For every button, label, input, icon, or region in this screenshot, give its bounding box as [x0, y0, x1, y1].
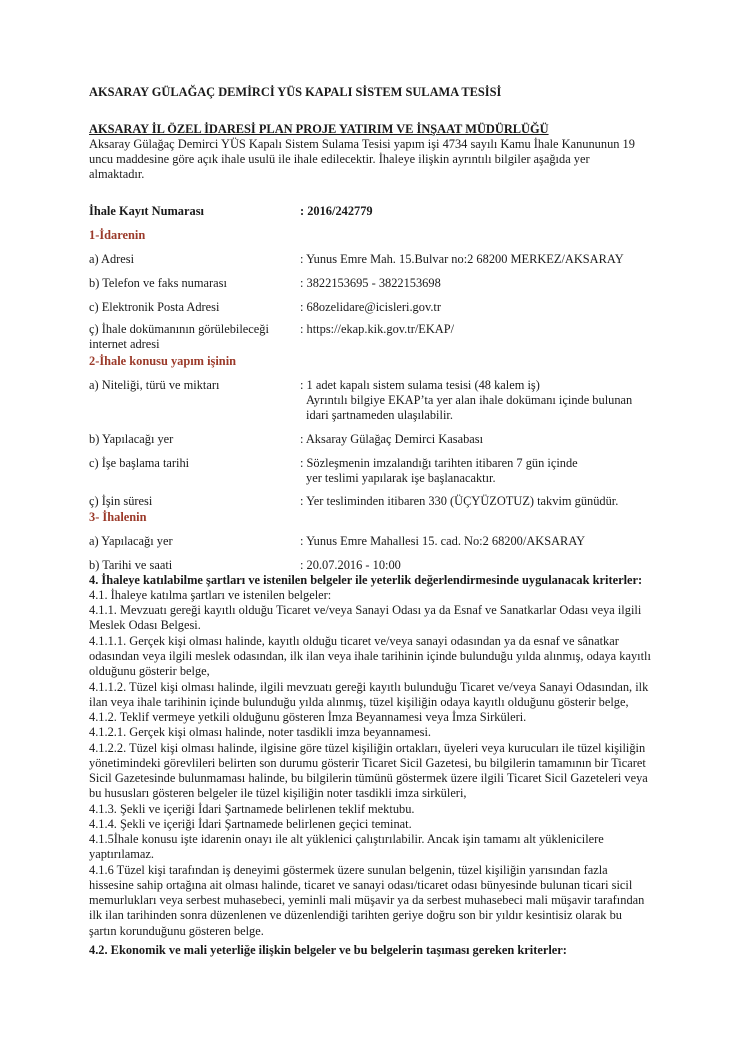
section4-line: Meslek Odası Belgesi.: [89, 618, 201, 632]
phone-label: b) Telefon ve faks numarası: [89, 276, 227, 290]
address-value: : Yunus Emre Mah. 15.Bulvar no:2 68200 MERKEZ/AKSARAY: [300, 252, 624, 266]
duration-value: : Yer tesliminden itibaren 330 (ÜÇYÜZOTUZ) takvim günüdür.: [300, 494, 619, 508]
tender-date-label: b) Tarihi ve saati: [89, 558, 173, 572]
tender-place-value: : Yunus Emre Mahallesi 15. cad. No:2 68200/AKSARAY: [300, 534, 586, 548]
tender-date-value: : 20.07.2016 - 10:00: [300, 558, 401, 572]
section4-heading: 4. İhaleye katılabilme şartları ve istenilen belgeler ile yeterlik değerlendirmesinde uygulanacak kriterler:: [89, 573, 643, 587]
section4-line: 4.1.2.1. Gerçek kişi olması halinde, noter tasdikli imza beyannamesi.: [89, 725, 432, 739]
registry-label: İhale Kayıt Numarası: [89, 204, 204, 218]
section4-line: şartın korunduğunu gösteren belge.: [89, 924, 264, 938]
section2-heading: 2-İhale konusu yapım işinin: [89, 354, 237, 368]
section4-2-heading: 4.2. Ekonomik ve mali yeterliğe ilişkin belgeler ve bu belgelerin taşıması gereken kriterler:: [89, 943, 567, 957]
section4-line: 4.1.2.2. Tüzel kişi olması halinde, ilgisine göre tüzel kişiliğin ortakları, üyeleri veya kurucuları ile tüzel kişiliğin: [89, 741, 646, 755]
nature-value: Ayrıntılı bilgiye EKAP’ta yer alan ihale dokümanı içinde bulunan: [306, 393, 633, 407]
phone-value: : 3822153695 - 3822153698: [300, 276, 441, 290]
document-url-label: ç) İhale dokümanının görülebileceği: [89, 322, 269, 336]
section1-heading: 1-İdarenin: [89, 228, 146, 242]
intro-line: Aksaray Gülağaç Demirci YÜS Kapalı Sistem Sulama Tesisi yapım işi 4734 sayılı Kamu İhale Kanununun 19: [89, 137, 635, 151]
document-url-label-cont: internet adresi: [89, 337, 160, 351]
section4-line: ilk ilan tarihinden sonra düzenlenen ve düzenlendiği tarihten geriye doğru son bir yıldır kesintisiz olarak bu: [89, 908, 622, 922]
document-subtitle: AKSARAY İL ÖZEL İDARESİ PLAN PROJE YATIRIM VE İNŞAAT MÜDÜRLÜĞÜ: [89, 122, 549, 136]
document-title: AKSARAY GÜLAĞAÇ DEMİRCİ YÜS KAPALI SİSTEM SULAMA TESİSİ: [89, 85, 502, 99]
section3-heading: 3- İhalenin: [89, 510, 147, 524]
section4-line: ilan veya ihale tarihinin içinde bulunduğu yılda alınmış, tüzel kişiliğin odaya kayıtlı olduğunu gösterir belge,: [89, 695, 629, 709]
section4-line: 4.1.1. Mevzuatı gereği kayıtlı olduğu Ticaret ve/veya Sanayi Odası ya da Esnaf ve Sanatkarlar Odası veya ilgili: [89, 603, 642, 617]
section4-line: olduğunu gösterir belge,: [89, 664, 210, 678]
section4-line: 4.1. İhaleye katılma şartları ve istenilen belgeler:: [89, 588, 332, 602]
start-date-value: : Sözleşmenin imzalandığı tarihten itibaren 7 gün içinde: [300, 456, 578, 470]
registry-value: : 2016/242779: [300, 204, 373, 218]
nature-value: idari şartnameden ulaşılabilir.: [306, 408, 453, 422]
section4-line: memurlukları veya serbest muhasebeci, yeminli mali müşavir ya da serbest muhasebeci mali müşavir tarafından: [89, 893, 645, 907]
email-value: : 68ozelidare@icisleri.gov.tr: [300, 300, 442, 314]
section4-line: yönetimindeki görevlileri belirten son durumu gösterir Ticaret Sicil Gazetesi, bu bilgilerin tamamının bir Ticaret: [89, 756, 646, 770]
section4-line: 4.1.5İhale konusu işte idarenin onayı ile alt yüklenici çalıştırılabilir. Ancak işin tamamı alt yüklenicilere: [89, 832, 604, 846]
nature-label: a) Niteliği, türü ve miktarı: [89, 378, 220, 392]
section4-line: odasından veya ilgili meslek odasından, ilk ilan veya ihale tarihinin içinde bulunduğu yılda alınmış, odaya kayıtlı: [89, 649, 651, 663]
nature-value: : 1 adet kapalı sistem sulama tesisi (48 kalem iş): [300, 378, 540, 392]
tender-place-label: a) Yapılacağı yer: [89, 534, 173, 548]
section4-line: Sicil Gazetesinde bulunmaması halinde, bu bilgilerin tümünü göstermek üzere ilgili Ticaret Sicil Gazeteleri veya: [89, 771, 648, 785]
duration-label: ç) İşin süresi: [89, 494, 153, 508]
work-place-label: b) Yapılacağı yer: [89, 432, 174, 446]
section4-line: 4.1.1.2. Tüzel kişi olması halinde, ilgili mevzuatı gereği kayıtlı bulunduğu Ticaret ve/veya Sanayi Odasından, ilk: [89, 680, 649, 694]
section4-line: hissesine sahip ortağına ait olması halinde, ticaret ve sanayi odası/ticaret odası bünyesinde bulunan ticari sicil: [89, 878, 633, 892]
work-place-value: : Aksaray Gülağaç Demirci Kasabası: [300, 432, 484, 446]
email-label: c) Elektronik Posta Adresi: [89, 300, 220, 314]
start-date-value: yer teslimi yapılarak işe başlanacaktır.: [306, 471, 496, 485]
section4-line: 4.1.2. Teklif vermeye yetkili olduğunu gösteren İmza Beyannamesi veya İmza Sirküleri.: [89, 710, 527, 724]
intro-line: almaktadır.: [89, 167, 145, 181]
start-date-label: c) İşe başlama tarihi: [89, 456, 190, 470]
intro-line: uncu maddesine göre açık ihale usulü ile ihale edilecektir. İhaleye ilişkin ayrıntılı bilgiler aşağıda yer: [89, 152, 590, 166]
section4-line: yaptırılamaz.: [89, 847, 155, 861]
section4-line: bu hususları gösteren belgeler ile tüzel kişiliğin noter tasdikli imza sirküleri,: [89, 786, 467, 800]
document-url-value: : https://ekap.kik.gov.tr/EKAP/: [300, 322, 455, 336]
address-label: a) Adresi: [89, 252, 135, 266]
section4-line: 4.1.4. Şekli ve içeriği İdari Şartnamede belirlenen geçici teminat.: [89, 817, 412, 831]
section4-line: 4.1.6 Tüzel kişi tarafından iş deneyimi göstermek üzere sunulan belgenin, tüzel kişiliğin yarısından fazla: [89, 863, 608, 877]
section4-line: 4.1.3. Şekli ve içeriği İdari Şartnamede belirlenen teklif mektubu.: [89, 802, 415, 816]
section4-line: 4.1.1.1. Gerçek kişi olması halinde, kayıtlı olduğu ticaret ve/veya sanayi odasından ya da esnaf ve sânatkar: [89, 634, 619, 648]
